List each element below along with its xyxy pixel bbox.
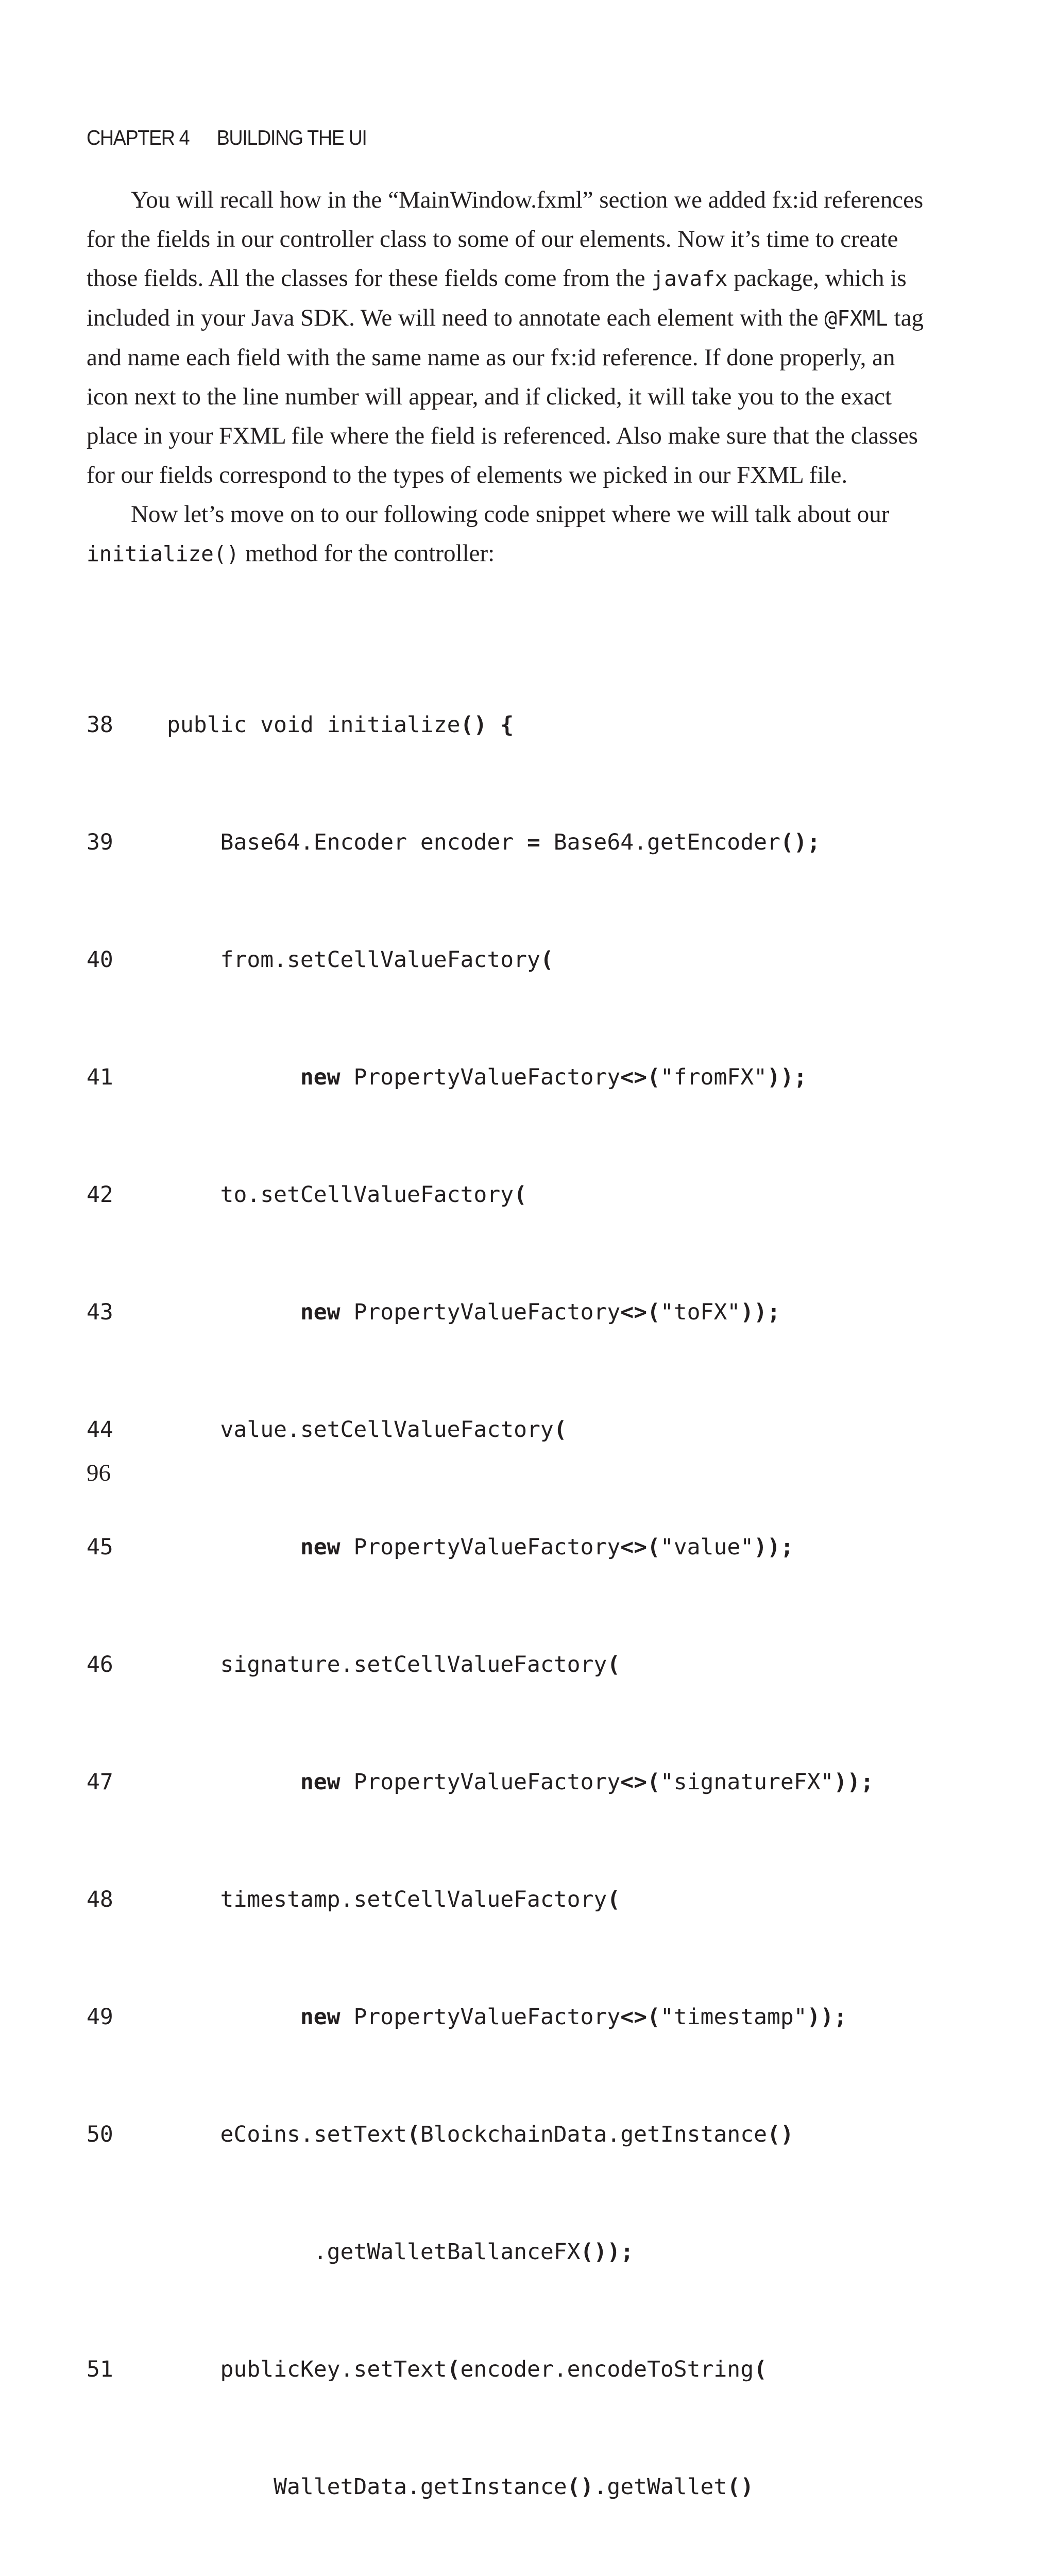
code-text: BlockchainData.getInstance xyxy=(420,2122,767,2147)
code-punctuation: <>( xyxy=(620,2004,660,2030)
code-keyword: new xyxy=(300,2004,341,2030)
code-punctuation: ( xyxy=(607,1887,621,1912)
code-punctuation: <>( xyxy=(620,1299,660,1325)
code-punctuation: ( xyxy=(553,1417,567,1443)
line-number: 48 xyxy=(87,1887,113,1912)
code-text: public void initialize xyxy=(167,712,461,738)
code-line xyxy=(87,823,962,862)
line-number: 46 xyxy=(87,1652,113,1677)
code-string: "toFX" xyxy=(660,1299,741,1325)
code-string: "signatureFX" xyxy=(660,1769,834,1795)
code-punctuation: )); xyxy=(740,1299,780,1325)
line-number: 43 xyxy=(87,1299,113,1325)
code-punctuation: = xyxy=(526,829,540,855)
inline-code-fxml-annotation: @FXML xyxy=(824,306,888,331)
code-punctuation: ( xyxy=(447,2357,461,2382)
code-text: signature.setCellValueFactory xyxy=(167,1652,607,1677)
code-continuation-line xyxy=(87,2467,962,2506)
code-string: "fromFX" xyxy=(660,1064,767,1090)
paragraph-text: tag and name each field with the same name as our fx:id reference. If done properly, an icon next to the line number will appear, and if clicked, it will take you to the exact place in your FXML file where the field is referenced. Also make sure that the classes for our fields correspond to the types of elements we picked in our FXML file. xyxy=(87,304,924,488)
code-punctuation: () xyxy=(727,2474,754,2500)
line-number: 40 xyxy=(87,947,113,973)
paragraph-initialize xyxy=(87,495,942,573)
inline-code-initialize: initialize() xyxy=(87,541,240,566)
line-number: 39 xyxy=(87,829,113,855)
paragraph-text: method for the controller: xyxy=(239,540,495,567)
code-line xyxy=(87,1762,962,1802)
code-punctuation: ( xyxy=(754,2357,767,2382)
code-punctuation: )); xyxy=(767,1064,807,1090)
code-text: publicKey.setText xyxy=(167,2357,447,2382)
inline-code-javafx: javafx xyxy=(651,266,728,291)
code-keyword: new xyxy=(300,1064,341,1090)
code-text: .getWallet xyxy=(593,2474,727,2500)
code-punctuation: )); xyxy=(833,1769,874,1795)
code-line xyxy=(87,1293,962,1332)
paragraph-fields xyxy=(87,180,942,495)
chapter-title: BUILDING THE UI xyxy=(216,126,367,149)
code-punctuation: () xyxy=(767,2122,794,2147)
paragraph-text: Now let’s move on to our following code snippet where we will talk about our xyxy=(131,501,890,528)
code-line xyxy=(87,1410,962,1449)
code-text: WalletData.getInstance xyxy=(167,2474,567,2500)
code-text: Base64.Encoder encoder xyxy=(167,829,527,855)
code-text: PropertyValueFactory xyxy=(340,1534,621,1560)
code-line xyxy=(87,1058,962,1097)
code-line xyxy=(87,940,962,979)
code-line xyxy=(87,705,962,744)
line-number: 45 xyxy=(87,1534,113,1560)
code-punctuation: <>( xyxy=(620,1769,660,1795)
code-punctuation: ( xyxy=(607,1652,621,1677)
code-text: PropertyValueFactory xyxy=(340,1064,621,1090)
code-line xyxy=(87,1645,962,1684)
paragraph-text: package, which is included in your Java SDK. We will need to annotate each element with the xyxy=(87,265,907,331)
page-number: 96 xyxy=(87,1460,111,1486)
code-line xyxy=(87,1880,962,1919)
paragraph-text: You will recall how in the “MainWindow.fxml” section we added fx:id references for the fields in our controller class to some of our elements. Now it’s time to create those fields. All the classes for these fields come from the xyxy=(87,187,924,292)
line-number: 44 xyxy=(87,1417,113,1443)
line-number: 42 xyxy=(87,1182,113,1208)
code-line xyxy=(87,1997,962,2037)
code-line xyxy=(87,2115,962,2154)
code-text: eCoins.setText xyxy=(167,2122,407,2147)
code-keyword: new xyxy=(300,1299,341,1325)
code-punctuation: <>( xyxy=(620,1064,660,1090)
code-line xyxy=(87,1528,962,1567)
body-text xyxy=(87,180,942,573)
code-punctuation: () xyxy=(567,2474,594,2500)
code-line xyxy=(87,1175,962,1214)
chapter-number: CHAPTER 4 xyxy=(87,126,190,149)
code-text: from.setCellValueFactory xyxy=(167,947,540,973)
code-punctuation: (); xyxy=(780,829,821,855)
line-number: 49 xyxy=(87,2004,113,2030)
line-number: 51 xyxy=(87,2357,113,2382)
code-text: PropertyValueFactory xyxy=(340,1299,621,1325)
code-text: timestamp.setCellValueFactory xyxy=(167,1887,607,1912)
code-string: "value" xyxy=(660,1534,754,1560)
code-text: .getWalletBallanceFX xyxy=(167,2239,581,2265)
code-punctuation: <>( xyxy=(620,1534,660,1560)
code-text: PropertyValueFactory xyxy=(340,1769,621,1795)
code-continuation-line xyxy=(87,2232,962,2272)
code-punctuation: ()); xyxy=(580,2239,634,2265)
line-number: 41 xyxy=(87,1064,113,1090)
code-text: value.setCellValueFactory xyxy=(167,1417,554,1443)
code-punctuation: )); xyxy=(807,2004,847,2030)
code-punctuation: ( xyxy=(407,2122,420,2147)
code-text: PropertyValueFactory xyxy=(340,2004,621,2030)
line-number: 47 xyxy=(87,1769,113,1795)
code-line xyxy=(87,2350,962,2389)
code-string: "timestamp" xyxy=(660,2004,807,2030)
code-text: encoder.encodeToString xyxy=(460,2357,754,2382)
code-text: Base64.getEncoder xyxy=(540,829,780,855)
code-keyword: new xyxy=(300,1534,341,1560)
code-keyword: new xyxy=(300,1769,341,1795)
line-number: 50 xyxy=(87,2122,113,2147)
code-punctuation: () { xyxy=(460,712,514,738)
code-punctuation: )); xyxy=(754,1534,794,1560)
running-head xyxy=(87,126,367,150)
code-listing xyxy=(87,627,962,2576)
code-punctuation: ( xyxy=(514,1182,527,1208)
line-number: 38 xyxy=(87,712,113,738)
code-punctuation: ( xyxy=(540,947,554,973)
code-text: to.setCellValueFactory xyxy=(167,1182,514,1208)
